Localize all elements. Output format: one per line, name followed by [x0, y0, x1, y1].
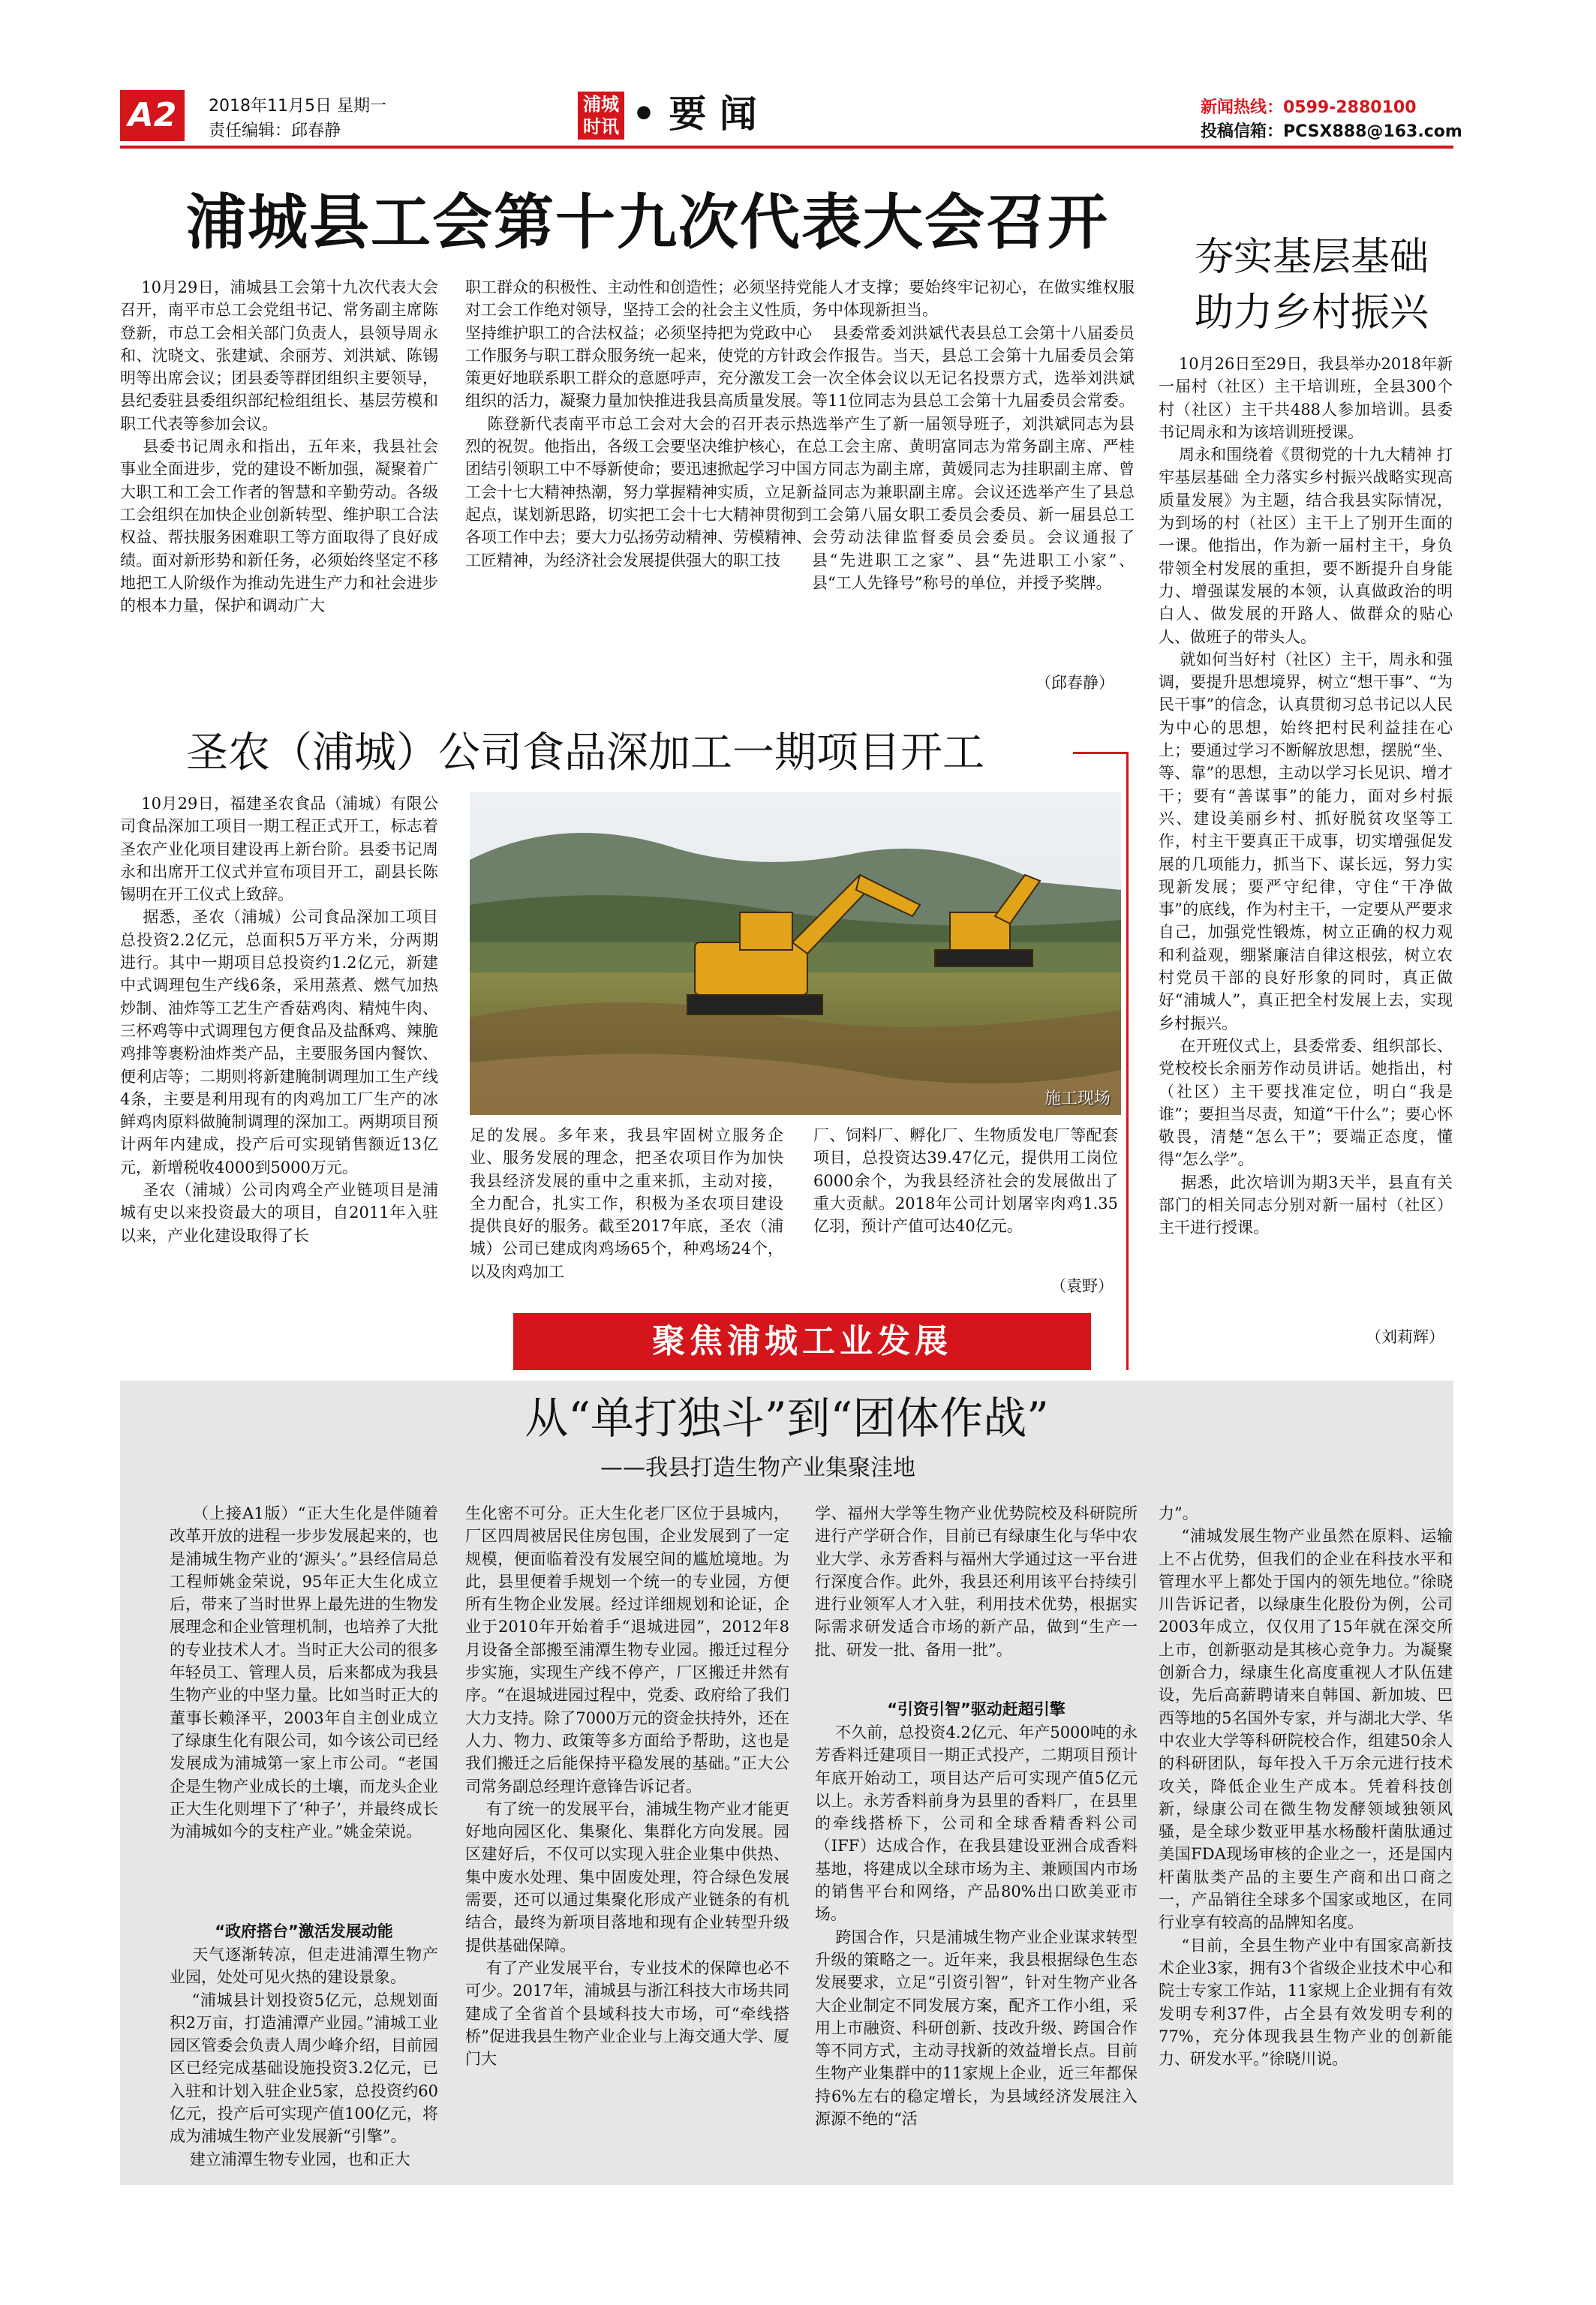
masthead-rule	[120, 146, 1453, 149]
masthead	[0, 0, 1596, 150]
article4-col3b: 不久前，总投资4.2亿元、年产5000吨的永芳香料迁建项目一期正式投产，二期项目预计年底开始动工，项目达产后可实现产值5亿元以上。永芳香料前身为县里的香料厂，在县里的牵线搭桥下，公司和全球香精香料公司（IFF）达成合作，在我县建设亚洲合成香料基地，将建成以全球市场为主、兼顾国内市场的销售平台和网络，产品80%出口欧美亚市场。 跨国合作，只是浦城生物产业企业谋求转型升级的策略之一。近年来，我县根据绿色生态发展要求，立足“引资引智”，针对生物产业各大企业制定不同发展方案，配齐工作小组，采用上市融资、科研创新、技改升级、跨国合作等不同方式，主动寻找新的效益增长点。目前生物产业集群中的11家规上企业，近三年都保持6%左右的稳定增长，为县域经济发展注入源源不绝的“活	[815, 1723, 1138, 2129]
email-line: 投稿信箱：PCSX888@163.com	[1201, 122, 1462, 141]
page-label: A2	[120, 90, 185, 141]
article3-col1: 10月29日，福建圣农食品（浦城）有限公司食品深加工项目一期工程正式开工，标志着圣农产业化项目建设再上新台阶。县委书记周永和出席开工仪式并宣布项目开工，副县长陈锡明在开工仪式上致辞。 据悉，圣农（浦城）公司食品深加工项目总投资2.2亿元，总面积5万平方米，分两期进行。其中一期项目总投资约1.2亿元，新建中式调理包生产线6条，采用蒸煮、燃气加热炒制、油炸等工艺生产香菇鸡肉、精炖牛肉、三杯鸡等中式调理包方便食品及盐酥鸡、辣脆鸡排等裹粉油炸类产品，主要服务国内餐饮、便利店等；二期则将新建腌制调理加工生产线4条，主要是利用现有的肉鸡加工厂生产的冰鲜鸡肉原料做腌制调理的深加工。两期项目预计两年内建成，投产后可实现销售额近13亿元，新增税收4000到5000万元。 圣农（浦城）公司肉鸡全产业链项目是浦城有史以来投资最大的项目，自2011年入驻以来，产业化建设取得了长	[120, 795, 438, 1245]
article1-col3: 能人才支撑；要始终牢记初心，在做实维权服务中体现新担当。 县委常委刘洪斌代表县总工会第十八届委员会作报告。当天，县总工会第十九届委员会第一次全体会议以无记名投票方式，选举刘洪斌等11位同志为县总工会第十九届委员会常委。选举产生了新一届领导班子，刘洪斌同志为县总工会主席、黄明富同志为常务副主席、严桂方同志为副主席，黄媛同志为挂职副主席、曾益同志为兼职副主席。会议还选举产生了县总工会第八届女职工委员会委员、新一届县总工会劳动法律监督委员会委员。会议通报了县“先进职工之家”、县“先进职工小家”、县“工人先锋号”称号的单位，并授予奖牌。	[812, 278, 1135, 592]
article3-byline: （袁野）	[1050, 1277, 1114, 1295]
logo-line-1: 浦城	[583, 94, 619, 115]
section-banner: 聚焦浦城工业发展	[513, 1313, 1091, 1370]
article3-frame-top	[1073, 752, 1129, 754]
construction-photo	[470, 792, 1121, 1115]
article3-col3: 厂、饲料厂、孵化厂、生物质发电厂等配套项目，总投资达39.47亿元，提供用工岗位6000余个，为我县经济社会的发展做出了重大贡献。2018年公司计划屠宰肉鸡1.35亿羽，预计产值可达40亿元。	[813, 1126, 1118, 1236]
article3-headline: 圣农（浦城）公司食品深加工一期项目开工	[186, 729, 984, 777]
article2-text: 10月26日至29日，我县举办2018年新一届村（社区）主干培训班，全县300个村（社区）主干共488人参加培训。县委书记周永和为该培训班授课。 周永和围绕着《贯彻党的十九大精神 打牢基层基础 全力落实乡村振兴战略实现高质量发展》为主题，结合我县实际情况，为到场的村（社区）主干上了别开生面的一课。他指出，作为新一届村主干，身负带领全村发展的重担，要不断提升自身能力、增强谋发展的本领，认真做政治的明白人、做发展的开路人、做群众的贴心人、做班子的带头人。 就如何当好村（社区）主干，周永和强调，要提升思想境界，树立“想干事”、“为民干事”的信念，认真贯彻习总书记以人民为中心的思想，始终把村民利益挂在心上；要通过学习不断解放思想，摆脱“坐、等、靠”的思想，主动以学习长见识、增才干；要有“善谋事”的能力，面对乡村振兴、建设美丽乡村、抓好脱贫攻坚等工作，村主干要真正干成事，切实增强促发展的几项能力，抓当下、谋长远，努力实现新发展；要严守纪律，守住“干净做事”的底线，作为村主干，一定要从严要求自己，加强党性锻炼，树立正确的权力观和利益观，绷紧廉洁自律这根弦，树立农村党员干部的良好形象的同时，真正做好“浦城人”，真正把全村发展上去，实现乡村振兴。 在开班仪式上，县委常委、组织部长、党校校长余丽芳作动员讲话。她指出，村（社区）主干要找准定位，明白“我是谁”；要担当尽责，知道“干什么”；要心怀敬畏，清楚“怎么干”；要端正态度，懂得“怎么学”。 据悉，此次培训为期3天半，县直有关部门的相关同志分别对新一届村（社区）主干进行授课。	[1159, 355, 1453, 1237]
editor-line: 责任编辑：邱春静	[209, 122, 341, 140]
article1-col1: 10月29日，浦城县工会第十九次代表大会召开，南平市总工会党组书记、常务副主席陈登新，市总工会相关部门负责人，县领导周永和、沈晓文、张建斌、余丽芳、刘洪斌、陈锡明等出席会议；团县委等群团组织主要领导，县纪委驻县委组织部纪检组组长、基层劳模和职工代表等参加会议。 县委书记周永和指出，五年来，我县社会事业全面进步，党的建设不断加强，凝聚着广大职工和工会工作者的智慧和辛勤劳动。各级工会组织在加快企业创新转型、维护职工合法权益、帮扶服务困难职工等方面取得了良好成绩。面对新形势和新任务，必须始终坚定不移地把工人阶级作为推动先进生产力和社会进步的根本力量，保护和调动广大	[120, 278, 438, 615]
date-line: 2018年11月5日 星期一	[209, 97, 386, 116]
article1-col2: 职工群众的积极性、主动性和创造性；必须坚持党对工会工作绝对领导，坚持工会的社会主义性质，坚持维护职工的合法权益；必须坚持把为党政中心工作服务与职工群众服务统一起来，使党的方针政策更好地联系职工群众的意愿呼声，充分激发工会组织的活力，凝聚力量加快推进我县高质量发展。 陈登新代表南平市总工会对大会的召开表示热烈的祝贺。他指出，各级工会要坚决维护核心，在团结引领职工中不辱新使命；要迅速掀起学习中国工会十七大精神热潮，努力掌握精神实质，立足新起点，谋划新思路，切实把工会十七大精神贯彻到各项工作中去；要大力弘扬劳动精神、劳模精神、工匠精神，为经济社会发展提供强大的职工技	[465, 278, 812, 569]
article4-col3a: 学、福州大学等生物产业优势院校及科研院所进行产学研合作，目前已有绿康生化与华中农业大学、永芳香料与福州大学通过这一平台进行深度合作。此外，我县还利用该平台持续引进行业领军人才入驻，利用技术优势，根据实际需求研发适合市场的新产品，做到“生产一批、研发一批、备用一批”。	[815, 1504, 1138, 1659]
article4-subhead-1: “政府搭台”激活发展动能	[215, 1922, 393, 1940]
hotline: 新闻热线：0599-2880100	[1201, 98, 1417, 117]
article3-frame-right	[1126, 752, 1129, 1370]
article2-headline: 夯实基层基础 助力乡村振兴	[1194, 235, 1429, 335]
article4-subhead-2: “引资引智”驱动赶超引擎	[887, 1700, 1066, 1718]
photo-caption: 施工现场	[1044, 1089, 1111, 1108]
article3-col2: 足的发展。多年来，我县牢固树立服务企业、服务发展的理念，把圣农项目作为加快我县经济发展的重中之重来抓，主动对接，全力配合，扎实工作，积极为圣农项目建设提供良好的服务。截至2017年底，圣农（浦城）公司已建成肉鸡场65个，种鸡场24个，以及肉鸡加工	[470, 1126, 783, 1281]
article4-col1a: （上接A1版）“正大生化是伴随着改革开放的进程一步步发展起来的，也是浦城生物产业的‘源头’。”县经信局总工程师姚金荣说，95年正大生化成立后，带来了当时世界上最先进的生物发展理念和企业管理机制，也培养了大批的专业技术人才。当时正大公司的很多年轻员工、管理人员，后来都成为我县生物产业的中坚力量。比如当时正大的董事长赖泽平，2003年自主创业成立了绿康生化有限公司，如今该公司已经发展成为浦城第一家上市公司。“老国企是生物产业成长的土壤，而龙头企业正大生化则埋下了‘种子’，并最终成长为浦城如今的支柱产业。”姚金荣说。	[170, 1504, 438, 1841]
section-title: • 要 闻	[632, 92, 757, 136]
article4-subtitle: ——我县打造生物产业集聚洼地	[600, 1455, 915, 1481]
article4-col1b: 天气逐渐转凉，但走进浦潭生物产业园，处处可见火热的建设景象。 “浦城县计划投资5亿元，总规划面积2万亩，打造浦潭产业园。”浦城工业园区管委会负责人周少峰介绍，目前园区已经完成基础设施投资3.2亿元，已入驻和计划入驻企业5家，总投资约60亿元，投产后可实现产值100亿元，将成为浦城生物产业发展新“引擎”。 建立浦潭生物专业园，也和正大	[170, 1946, 438, 2168]
article2-byline: （刘莉辉）	[1366, 1328, 1444, 1346]
article1-byline: （邱春静）	[1035, 674, 1114, 692]
article1-headline: 浦城县工会第十九次代表大会召开	[186, 188, 1109, 257]
excavator-scene	[470, 792, 1121, 1115]
article4-headline: 从“单打独斗”到“团体作战”	[524, 1393, 1049, 1444]
article4-col2: 生化密不可分。正大生化老厂区位于县城内，厂区四周被居民住房包围，企业发展到了一定规模，便面临着没有发展空间的尴尬境地。为此，县里便着手规划一个统一的专业园，方便所有生物企业发展。经过详细规划和论证，企业于2010年开始着手“退城进园”，2012年8月设备全部搬至浦潭生物专业园。搬迁过程分步实施，实现生产线不停产，厂区搬迁井然有序。“在退城进园过程中，党委、政府给了我们大力支持。除了7000万元的资金扶持外，还在人力、物力、政策等多方面给予帮助，这也是我们搬迁之后能保持平稳发展的基础。”正大公司常务副总经理许意锋告诉记者。 有了统一的发展平台，浦城生物产业才能更好地向园区化、集聚化、集群化方向发展。园区建好后，不仅可以实现入驻企业集中供热、集中废水处理、集中固废处理，符合绿色发展需要，还可以通过集聚化形成产业链条的有机结合，最终为新项目落地和现有企业转型升级提供基础保障。 有了产业发展平台，专业技术的保障也必不可少。2017年，浦城县与浙江科技大市场共同建成了全省首个县域科技大市场，可“牵线搭桥”促进我县生物产业企业与上海交通大学、厦门大	[465, 1504, 789, 2069]
logo-line-2: 时讯	[583, 116, 619, 137]
article4-col4: 力”。 “浦城发展生物产业虽然在原料、运输上不占优势，但我们的企业在科技水平和管理水平上都处于国内的领先地位。”徐晓川告诉记者，以绿康生化股份为例，公司2003年成立，仅仅用了15年就在深交所上市，创新驱动是其核心竞争力。为凝聚创新合力，绿康生化高度重视人才队伍建设，先后高薪聘请来自韩国、新加坡、巴西等地的5名国外专家，并与湖北大学、华中农业大学等科研院校合作，组建50余人的科研团队，每年投入千万余元进行技术攻关，降低企业生产成本。凭着科技创新，绿康公司在微生物发酵领域独领风骚，是全球少数亚甲基水杨酸杆菌肽通过美国FDA现场审核的企业之一，还是国内杆菌肽类产品的主要生产商和出口商之一，产品销往全球多个国家或地区，在同行业享有较高的品牌知名度。 “目前，全县生物产业中有国家高新技术企业3家，拥有3个省级企业技术中心和院士专家工作站，11家规上企业拥有有效发明专利37件，占全县有效发明专利的77%，充分体现我县生物产业的创新能力、研发水平。”徐晓川说。	[1159, 1504, 1453, 2069]
newspaper-logo	[578, 92, 624, 140]
